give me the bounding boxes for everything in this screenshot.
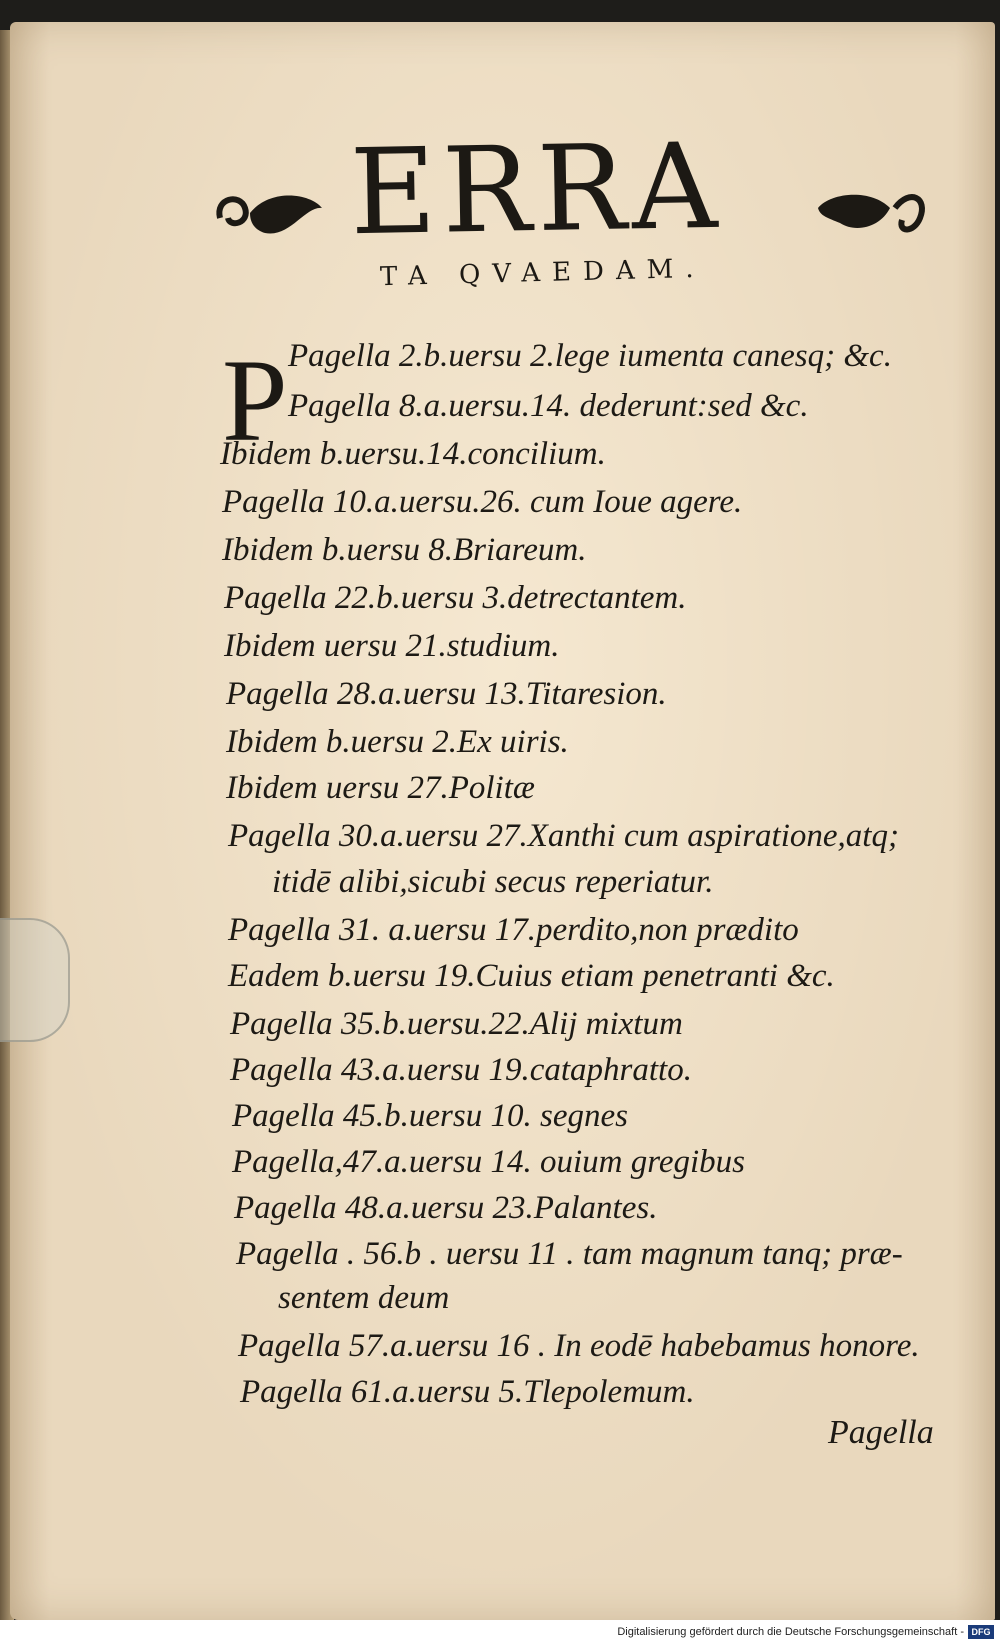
- errata-entry: Pagella 10.a.uersu.26. cum Ioue agere.: [222, 484, 743, 520]
- errata-entry: Pagella 30.a.uersu 27.Xanthi cum aspiratione,atq;: [228, 818, 899, 854]
- digitization-credit-bar: [0, 1620, 1000, 1646]
- page-title: ERRA: [348, 116, 725, 262]
- errata-entry: Pagella 31. a.uersu 17.perdito,non prædito: [228, 912, 799, 948]
- errata-entry: Pagella 57.a.uersu 16 . In eodē habebamus honore.: [238, 1328, 920, 1364]
- errata-entry: Pagella . 56.b . uersu 11 . tam magnum tanq; præ-: [236, 1236, 903, 1272]
- errata-entry: Ibidem b.uersu 2.Ex uiris.: [226, 724, 569, 760]
- page-subtitle: TA QVAEDAM.: [379, 253, 706, 293]
- drop-capital: P: [222, 335, 288, 466]
- errata-entry: Ibidem uersu 27.Politæ: [226, 770, 535, 806]
- catchword: Pagella: [828, 1414, 934, 1451]
- errata-entry-continuation: sentem deum: [278, 1280, 450, 1316]
- errata-entry-continuation: itidē alibi,sicubi secus reperiatur.: [272, 864, 714, 900]
- errata-entry: Ibidem b.uersu.14.concilium.: [220, 436, 606, 472]
- errata-entry: Pagella 61.a.uersu 5.Tlepolemum.: [240, 1374, 695, 1410]
- errata-entry: Pagella 22.b.uersu 3.detrectantem.: [224, 580, 687, 616]
- credit-text: Digitalisierung gefördert durch die Deutsche Forschungsgemeinschaft -: [617, 1626, 964, 1638]
- dfg-logo: DFG: [968, 1625, 994, 1639]
- errata-entry: Pagella 43.a.uersu 19.cataphratto.: [230, 1052, 692, 1088]
- errata-entry: Pagella 35.b.uersu.22.Alij mixtum: [230, 1006, 683, 1042]
- errata-entry: Pagella 8.a.uersu.14. dederunt:sed &c.: [288, 388, 809, 424]
- errata-entry: Ibidem uersu 21.studium.: [224, 628, 560, 664]
- errata-entry: Pagella 28.a.uersu 13.Titaresion.: [226, 676, 667, 712]
- errata-entry: Ibidem b.uersu 8.Briareum.: [222, 532, 587, 568]
- errata-entry: Pagella 48.a.uersu 23.Palantes.: [234, 1190, 658, 1226]
- errata-entry: Eadem b.uersu 19.Cuius etiam penetranti &c.: [228, 958, 835, 994]
- errata-entry: Pagella 2.b.uersu 2.lege iumenta canesq; &c.: [288, 338, 892, 374]
- errata-entry: Pagella 45.b.uersu 10. segnes: [232, 1098, 628, 1134]
- errata-entry: Pagella,47.a.uersu 14. ouium gregibus: [232, 1144, 745, 1180]
